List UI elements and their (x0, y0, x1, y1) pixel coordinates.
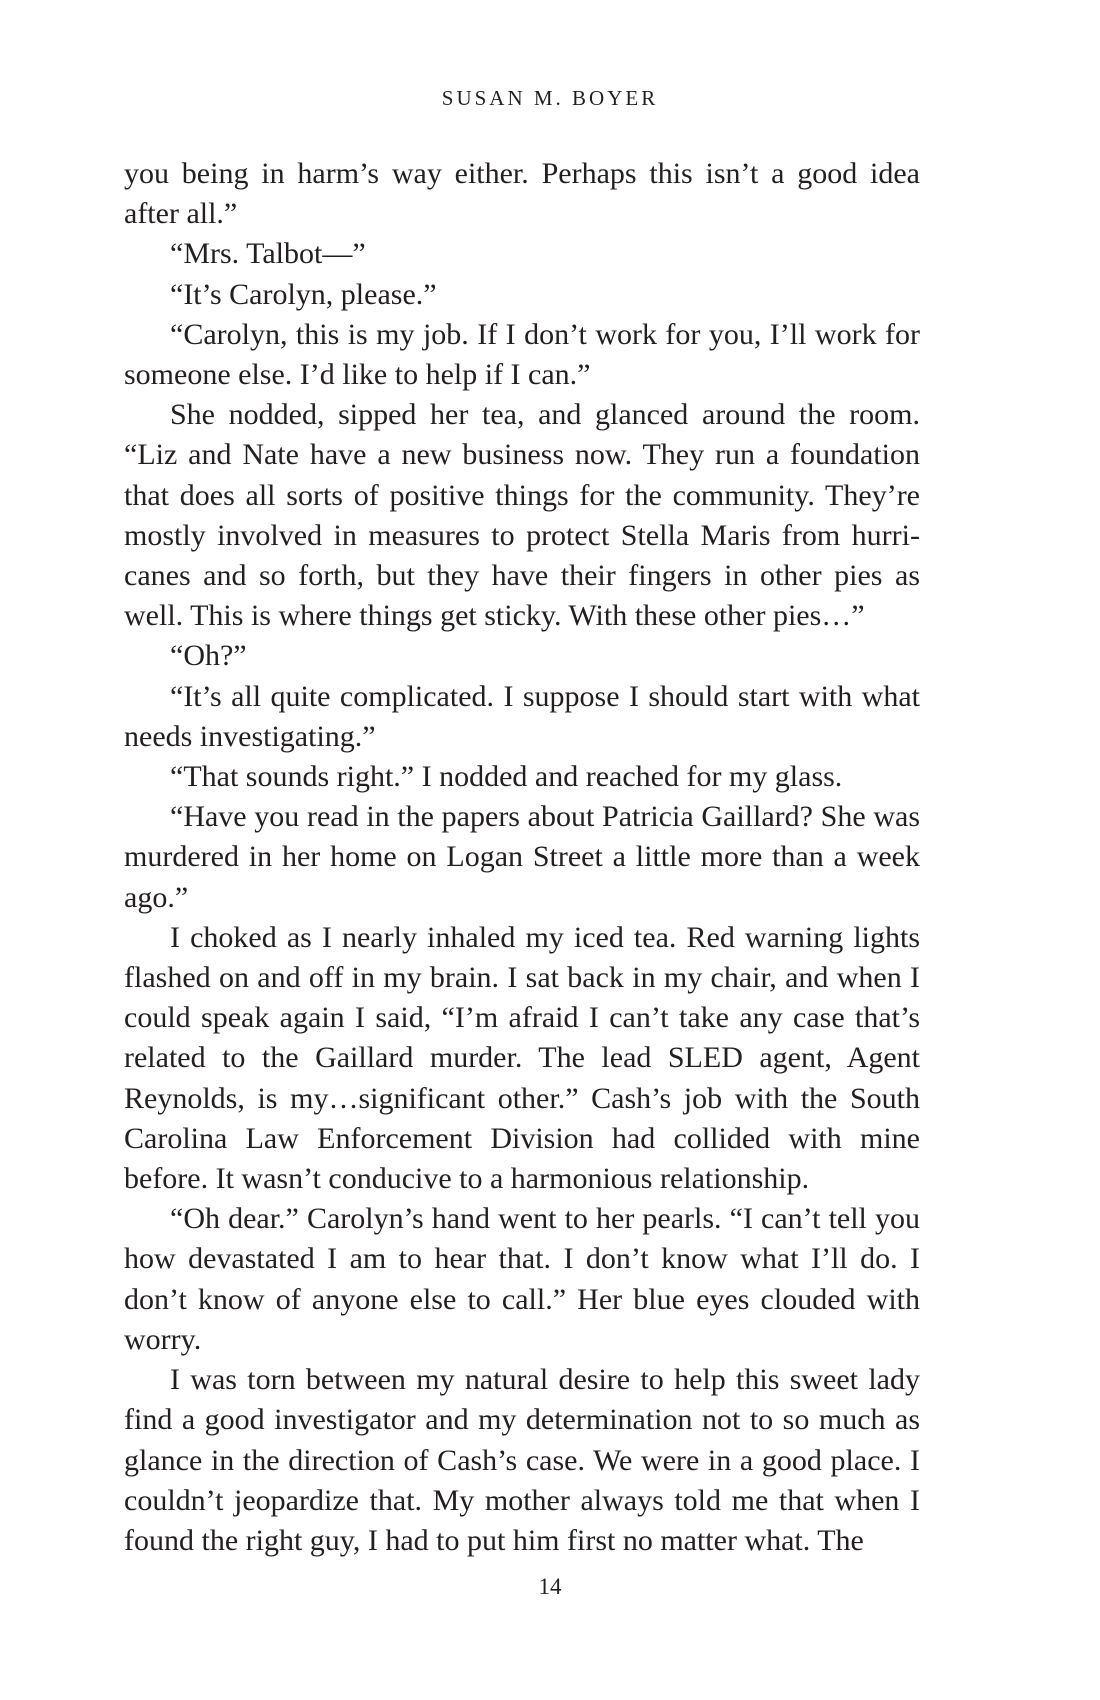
running-head: SUSAN M. BOYER (441, 86, 659, 110)
page-number: 14 (538, 1574, 562, 1599)
paragraph: “It’s Carolyn, please.” (170, 277, 437, 311)
paragraph: “Oh dear.” Carolyn’s hand went to her pearls. “I can’t tell you how devastated I am to hear that. I don’t know what I’ll do. I don’t know of anyone else to call.” Her blue eyes clouded with worry. (124, 1202, 920, 1356)
paragraph: She nodded, sipped her tea, and glanced around the room. “Liz and Nate have a new business now. They run a foundation that does all sorts of positive things for the community. They’re mostly involved in measures to protect Stella Maris from hurricanes and so forth, but they have their fingers in other pies as well. This is where things get sticky. With these other pies…” (124, 398, 920, 633)
paragraph: “That sounds right.” I nodded and reached for my glass. (170, 760, 843, 794)
paragraph: I choked as I nearly inhaled my iced tea. Red warning lights flashed on and off in my brain. I sat back in my chair, and when I could speak again I said, “I’m afraid I can’t take any case that’s related to the Gaillard murder. The lead SLED agent, Agent Reynolds, is my…significant other.” Cash’s job with the South Carolina Law Enforcement Division had collided with mine before. It wasn’t conducive to a harmonious relationship. (124, 920, 920, 1196)
paragraph: I was torn between my natural desire to help this sweet lady find a good investigator and my determination not to so much as glance in the direction of Cash’s case. We were in a good place. I couldn’t jeopardize that. My mother always told me that when I found the right guy, I had to put him first no matter what. The (124, 1363, 920, 1557)
paragraph: “Oh?” (170, 639, 247, 673)
paragraph: “Mrs. Talbot—” (170, 237, 366, 271)
paragraph: “It’s all quite complicated. I suppose I should start with what needs investigating.” (124, 679, 920, 753)
paragraph: you being in harm’s way either. Perhaps this isn’t a good idea after all.” (124, 157, 920, 231)
paragraph: “Carolyn, this is my job. If I don’t work for you, I’ll work for someone else. I’d like to help if I can.” (124, 317, 920, 392)
paragraph: “Have you read in the papers about Patricia Gaillard? She was murdered in her home on Logan Street a little more than a week ago.” (124, 800, 920, 914)
body-text (124, 154, 920, 1561)
